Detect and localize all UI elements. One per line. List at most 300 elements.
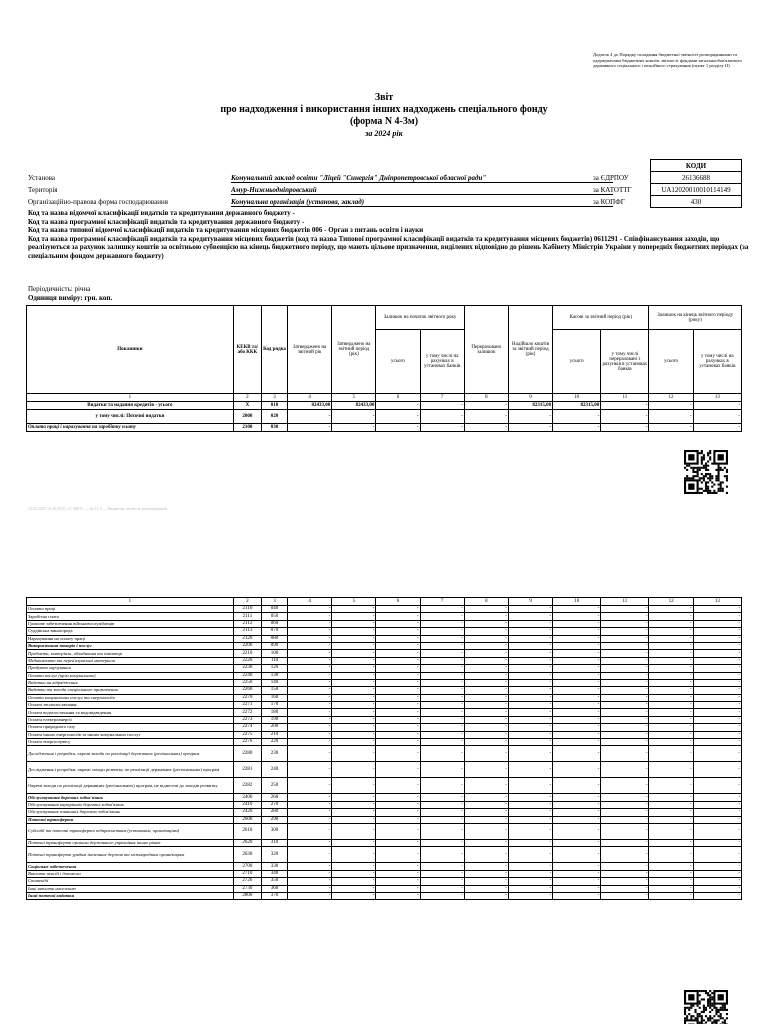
table-cell: - (376, 870, 420, 877)
table-cell: - (649, 613, 693, 620)
table-cell: - (693, 839, 741, 846)
table-cell: - (508, 687, 552, 694)
table-cell: - (693, 665, 741, 672)
table-cell: - (420, 665, 464, 672)
table-cell: - (649, 410, 693, 424)
table-cell: 12 (649, 598, 693, 606)
table-cell: Дослідження і розробки, окремі заходи по реалізації державних (регіональних) програм (27, 746, 234, 762)
table-cell: - (649, 739, 693, 746)
table-cell: - (332, 702, 376, 709)
table-cell: - (288, 823, 332, 839)
col-header-kod: Код рядка (261, 306, 287, 394)
table-cell: - (420, 694, 464, 701)
table-cell: 130 (261, 672, 287, 679)
table-row (27, 847, 742, 863)
table-row (27, 620, 742, 627)
table-cell: - (288, 870, 332, 877)
table-cell: - (420, 635, 464, 642)
table-cell: 060 (261, 620, 287, 627)
table-cell: - (288, 847, 332, 863)
table-row (27, 801, 742, 808)
table-cell: - (332, 739, 376, 746)
table-cell: - (288, 816, 332, 823)
table-cell: - (693, 809, 741, 816)
table-cell: - (332, 642, 376, 649)
table-cell: - (464, 724, 508, 731)
table-cell: - (508, 709, 552, 716)
table-cell: - (420, 642, 464, 649)
table-cell: 240 (261, 762, 287, 778)
table-cell: - (649, 885, 693, 892)
column-numbers-row (27, 394, 742, 402)
table-cell: - (464, 863, 508, 870)
table-cell: - (420, 709, 464, 716)
table-cell: - (376, 762, 420, 778)
table-cell: 2281 (233, 762, 261, 778)
table-cell: - (508, 870, 552, 877)
table-cell: 2113 (233, 628, 261, 635)
table-cell: 110 (261, 657, 287, 664)
table-row (27, 809, 742, 816)
table-cell: - (420, 746, 464, 762)
table-cell: - (649, 620, 693, 627)
table-cell: - (553, 606, 601, 613)
table-cell: - (420, 739, 464, 746)
table-cell: - (553, 870, 601, 877)
table-row (27, 694, 742, 701)
table-cell: - (332, 424, 376, 432)
table-cell: Оплата природного газу (27, 724, 234, 731)
periodicity-block (28, 285, 112, 303)
table-cell: - (420, 839, 464, 846)
table-cell: Предмети, матеріали, обладнання та інвентар (27, 650, 234, 657)
table-cell: - (288, 424, 332, 432)
table-cell: - (693, 885, 741, 892)
table-cell: - (420, 657, 464, 664)
table-cell: - (553, 839, 601, 846)
table-cell: - (376, 809, 420, 816)
table-cell: - (553, 424, 601, 432)
table-cell: - (464, 709, 508, 716)
table-cell: - (601, 823, 649, 839)
table-cell: - (332, 809, 376, 816)
table-cell: - (601, 731, 649, 738)
table-row (27, 402, 742, 410)
table-cell: Заробітна плата (27, 613, 234, 620)
table-cell: - (693, 823, 741, 839)
table-cell: - (508, 839, 552, 846)
table-cell: - (508, 731, 552, 738)
table-cell: - (332, 665, 376, 672)
table-cell: - (693, 794, 741, 801)
table-cell: 2800 (233, 892, 261, 899)
institution-row (28, 173, 648, 183)
table-cell: - (649, 778, 693, 794)
table-cell: - (601, 635, 649, 642)
table-cell: 020 (261, 410, 287, 424)
table-cell: 82315,00 (508, 402, 552, 410)
table-cell: - (420, 606, 464, 613)
table-cell: 2410 (233, 801, 261, 808)
table-cell: - (376, 635, 420, 642)
table-cell: 9 (508, 598, 552, 606)
table-cell: 350 (261, 878, 287, 885)
table-cell: - (649, 650, 693, 657)
table-cell: - (420, 702, 464, 709)
classification-line: Код та назва відомчої класифікації видатків та кредитування державного бюджету - (28, 209, 295, 217)
table-cell: - (420, 650, 464, 657)
table-cell: - (332, 650, 376, 657)
table-cell: - (332, 823, 376, 839)
table-cell: - (553, 762, 601, 778)
table-cell: - (553, 410, 601, 424)
table-cell: - (464, 823, 508, 839)
table-cell: - (464, 657, 508, 664)
table-cell: 2420 (233, 809, 261, 816)
col-header-zal-pochatok: Залишок на початок звітного року (376, 306, 464, 330)
col-header-zatv-rik: Затверджено на звітний рік (288, 306, 332, 394)
table-cell: - (508, 650, 552, 657)
table-cell: - (376, 620, 420, 627)
table-cell: 220 (261, 739, 287, 746)
table-cell: - (332, 716, 376, 723)
table-cell: - (693, 731, 741, 738)
table-cell: - (420, 801, 464, 808)
table-cell: - (420, 672, 464, 679)
table-cell: Обслуговування зовнішніх боргових зобов'язань (27, 809, 234, 816)
table-cell: - (649, 762, 693, 778)
table-cell: - (553, 716, 601, 723)
table-cell: - (288, 650, 332, 657)
table-cell: - (288, 635, 332, 642)
table-cell: - (649, 424, 693, 432)
table-cell: - (288, 716, 332, 723)
table-cell: - (464, 665, 508, 672)
table-cell: - (288, 687, 332, 694)
table-cell: - (332, 746, 376, 762)
table-cell: - (601, 878, 649, 885)
table-cell: - (508, 620, 552, 627)
table-cell: - (553, 885, 601, 892)
table-cell: Нарахування на оплату праці (27, 635, 234, 642)
table-cell: 12 (649, 394, 693, 402)
table-cell: - (601, 762, 649, 778)
table-cell: - (288, 885, 332, 892)
table-cell: 7 (420, 598, 464, 606)
table-cell: - (649, 801, 693, 808)
table-row (27, 885, 742, 892)
qr-code-icon (684, 990, 728, 1024)
table-cell: - (288, 702, 332, 709)
table-cell: - (649, 870, 693, 877)
table-cell: - (601, 863, 649, 870)
table-cell: Оплата комунальних послуг та енергоносіїв (27, 694, 234, 701)
table-cell: 070 (261, 628, 287, 635)
kopfg-label: за КОПФГ (593, 198, 625, 206)
table-cell: 2700 (233, 863, 261, 870)
table-cell: Субсидії та поточні трансферти підприємствам (установам, організаціям) (27, 823, 234, 839)
table-cell: 080 (261, 635, 287, 642)
table-cell: 2230 (233, 665, 261, 672)
table-cell: - (376, 642, 420, 649)
table-cell: - (601, 794, 649, 801)
table-cell: - (649, 731, 693, 738)
table-cell: Поточні трансферти урядам іноземних держав та міжнародним організаціям (27, 847, 234, 863)
table-cell: - (601, 839, 649, 846)
table-cell: - (601, 620, 649, 627)
table-cell: - (601, 679, 649, 686)
table-cell: - (464, 762, 508, 778)
table-cell: Оплата водопостачання та водовідведення (27, 709, 234, 716)
table-cell: 2270 (233, 694, 261, 701)
table-cell: - (376, 424, 420, 432)
table-cell: 2271 (233, 702, 261, 709)
table-cell: - (332, 657, 376, 664)
table-cell: X (233, 402, 261, 410)
table-cell: - (649, 657, 693, 664)
table-row (27, 679, 742, 686)
table-cell: - (288, 892, 332, 899)
table-cell: - (693, 709, 741, 716)
table-cell: - (553, 628, 601, 635)
table-cell: - (553, 847, 601, 863)
table-cell: - (420, 613, 464, 620)
table-cell: 11 (601, 394, 649, 402)
table-cell: - (376, 694, 420, 701)
table-cell: 2250 (233, 679, 261, 686)
table-cell: - (649, 665, 693, 672)
table-cell: 2260 (233, 687, 261, 694)
table-cell: 360 (261, 885, 287, 892)
table-cell: - (376, 863, 420, 870)
table-cell: 3 (261, 598, 287, 606)
table-row (27, 762, 742, 778)
table-cell: - (693, 410, 741, 424)
classification-line: Код та назва програмної класифікації видатків та кредитування державного бюджету - (28, 217, 305, 226)
table-cell: - (288, 694, 332, 701)
table-cell: - (464, 410, 508, 424)
table-cell: 2710 (233, 870, 261, 877)
table-cell: - (420, 731, 464, 738)
table-cell: - (649, 809, 693, 816)
report-subtitle: про надходження і використання інших надходжень спеціального фонду (220, 104, 548, 115)
table-cell: - (649, 823, 693, 839)
table-cell: - (376, 739, 420, 746)
table-cell: - (464, 620, 508, 627)
table-cell: - (464, 613, 508, 620)
table-cell: - (376, 687, 420, 694)
table-cell: Оплата інших енергоносіїв та інших комунальних послуг (27, 731, 234, 738)
table-cell: - (508, 892, 552, 899)
table-cell: - (376, 801, 420, 808)
table-cell: 2600 (233, 816, 261, 823)
table-cell: - (332, 885, 376, 892)
table-cell: - (376, 613, 420, 620)
table-cell: - (649, 679, 693, 686)
table-cell: - (553, 809, 601, 816)
table-cell: - (332, 794, 376, 801)
table-cell: - (420, 687, 464, 694)
table-cell: - (376, 724, 420, 731)
table-cell: Видатки на відрядження (27, 679, 234, 686)
kopfg-code: 430 (651, 196, 742, 208)
table-cell: 2112 (233, 620, 261, 627)
table-cell: - (376, 606, 420, 613)
table-cell: 140 (261, 679, 287, 686)
table-cell: - (376, 665, 420, 672)
table-cell: - (693, 863, 741, 870)
table-cell: - (693, 694, 741, 701)
table-cell: - (601, 892, 649, 899)
table-cell: 9 (508, 394, 552, 402)
table-cell: Інші поточні видатки (27, 892, 234, 899)
table-cell: 310 (261, 839, 287, 846)
table-cell: - (693, 650, 741, 657)
table-cell: - (601, 709, 649, 716)
table-row (27, 739, 742, 746)
table-row (27, 606, 742, 613)
table-cell: - (553, 801, 601, 808)
table-cell: - (288, 410, 332, 424)
table-cell: - (332, 731, 376, 738)
table-cell: - (288, 709, 332, 716)
table-row (27, 709, 742, 716)
table-cell: - (601, 694, 649, 701)
table-cell: 100 (261, 650, 287, 657)
table-cell: 82433,00 (288, 402, 332, 410)
table-cell: 2100 (233, 424, 261, 432)
table-cell: - (601, 402, 649, 410)
table-cell: - (288, 657, 332, 664)
table-cell: - (649, 839, 693, 846)
report-title: Звіт (374, 92, 394, 103)
col-header-kekv: КЕКВ та/або ККК (233, 306, 261, 394)
table-cell: 230 (261, 746, 287, 762)
table-cell: - (693, 716, 741, 723)
table-cell: - (649, 863, 693, 870)
table-cell: - (288, 724, 332, 731)
table-cell: - (420, 892, 464, 899)
table-cell: - (693, 778, 741, 794)
codes-table (650, 159, 742, 208)
katottg-code: UA12020010010114149 (651, 184, 742, 196)
table-cell: 210 (261, 731, 287, 738)
table-cell: - (464, 746, 508, 762)
table-cell: - (601, 778, 649, 794)
col-header-usogo: усього (649, 330, 693, 394)
table-cell: - (332, 620, 376, 627)
table-cell: - (464, 778, 508, 794)
table-cell: 2220 (233, 657, 261, 664)
main-table-header (26, 305, 742, 432)
table-cell: - (464, 424, 508, 432)
table-cell: - (332, 847, 376, 863)
table-cell: - (693, 702, 741, 709)
main-table-continued (26, 597, 742, 900)
table-cell: - (464, 687, 508, 694)
table-cell: Обслуговування внутрішніх боргових зобов'язань (27, 801, 234, 808)
table-cell: - (464, 801, 508, 808)
table-cell: - (508, 794, 552, 801)
table-cell: - (464, 839, 508, 846)
table-cell: - (288, 731, 332, 738)
table-cell: Окремі заходи по реалізації державних (регіональних) програм, не віднесені до заходів розвитку (27, 778, 234, 794)
org-form-value: Комунальна організація (установа, заклад) (231, 197, 613, 207)
table-cell: - (693, 402, 741, 410)
table-cell: - (649, 892, 693, 899)
table-cell: - (376, 628, 420, 635)
table-cell: 2730 (233, 885, 261, 892)
table-cell: - (693, 724, 741, 731)
table-cell: - (332, 863, 376, 870)
table-cell: - (288, 746, 332, 762)
table-cell: - (601, 613, 649, 620)
table-cell: 6 (376, 598, 420, 606)
table-cell: 120 (261, 665, 287, 672)
table-cell: - (420, 809, 464, 816)
table-cell: 2120 (233, 635, 261, 642)
table-cell: - (649, 847, 693, 863)
table-cell: - (693, 620, 741, 627)
table-cell: 8 (464, 598, 508, 606)
table-cell: 2240 (233, 672, 261, 679)
table-cell: Оплата праці (27, 606, 234, 613)
table-cell: Використання товарів і послуг (27, 642, 234, 649)
table-cell: - (376, 778, 420, 794)
report-form-number: (форма N 4-3м) (349, 116, 419, 127)
table-cell: - (649, 816, 693, 823)
table-cell: Оплата послуг (крім комунальних) (27, 672, 234, 679)
table-cell: - (288, 863, 332, 870)
report-title-block (0, 92, 768, 139)
table-cell: - (553, 794, 601, 801)
table-row (27, 816, 742, 823)
table-cell: - (288, 839, 332, 846)
table-cell: - (693, 878, 741, 885)
table-cell: 2 (233, 394, 261, 402)
table-cell: - (464, 672, 508, 679)
table-cell: - (376, 892, 420, 899)
table-cell: - (464, 702, 508, 709)
table-cell: - (553, 613, 601, 620)
table-cell: - (288, 606, 332, 613)
table-cell: - (464, 878, 508, 885)
page-footer-stamp: 12.02.2025 13:16:50 ІС «Є-ЗВІТ» — № 12-3 — Бюджетна звітність розпорядників (28, 506, 167, 511)
table-row (27, 794, 742, 801)
table-cell: - (649, 716, 693, 723)
col-header-zal-kinets: Залишок на кінець звітного періоду (року) (649, 306, 742, 330)
table-cell: - (420, 878, 464, 885)
table-cell: - (376, 878, 420, 885)
table-cell: - (601, 847, 649, 863)
table-row (27, 642, 742, 649)
table-cell: - (288, 665, 332, 672)
table-cell: Виплата пенсій і допомоги (27, 870, 234, 877)
table-cell: - (288, 679, 332, 686)
table-cell: - (420, 679, 464, 686)
table-cell: - (693, 657, 741, 664)
table-cell: - (332, 778, 376, 794)
table-cell: - (508, 672, 552, 679)
table-cell: Оплата праці і нарахування на заробітну плату (27, 424, 234, 432)
table-cell: - (553, 679, 601, 686)
table-cell: - (601, 809, 649, 816)
table-cell: 330 (261, 863, 287, 870)
table-cell: - (376, 885, 420, 892)
table-cell: - (693, 672, 741, 679)
table-cell: - (376, 839, 420, 846)
table-cell: - (553, 635, 601, 642)
